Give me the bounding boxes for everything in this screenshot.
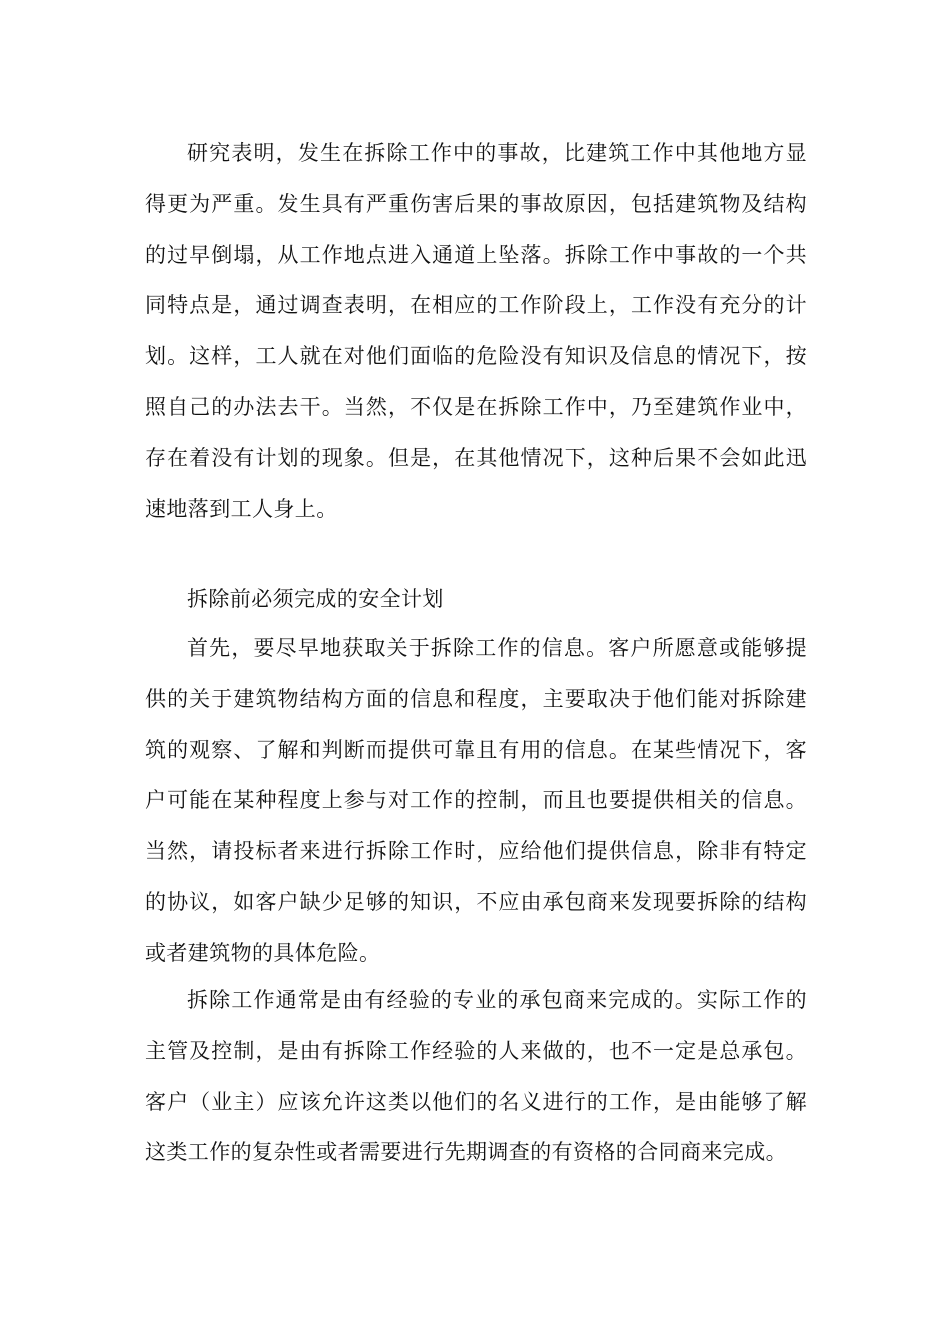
paragraph-information-gathering: 首先，要尽早地获取关于拆除工作的信息。客户所愿意或能够提供的关于建筑物结构方面的信息和程度，主要取决于他们能对拆除建筑的观察、了解和判断而提供可靠且有用的信息。在某些情况下，客户可能在某种程度上参与对工作的控制，而且也要提供相关的信息。当然，请投标者来进行拆除工作时，应给他们提供信息，除非有特定的协议，如客户缺少足够的知识，不应由承包商来发现要拆除的结构或者建筑物的具体危险。: [145, 636, 807, 965]
paragraph-accident-research: 研究表明，发生在拆除工作中的事故，比建筑工作中其他地方显得更为严重。发生具有严重伤害后果的事故原因，包括建筑物及结构的过早倒塌，从工作地点进入通道上坠落。拆除工作中事故的一个共同特点是，通过调查表明，在相应的工作阶段上，工作没有充分的计划。这样，工人就在对他们面临的危险没有知识及信息的情况下，按照自己的办法去干。当然，不仅是在拆除工作中，乃至建筑作业中，存在着没有计划的现象。但是，在其他情况下，这种后果不会如此迅速地落到工人身上。: [145, 141, 807, 521]
section-heading: 拆除前必须完成的安全计划: [187, 587, 444, 611]
paragraph-specialist-contractor: 拆除工作通常是由有经验的专业的承包商来完成的。实际工作的主管及控制，是由有拆除工作经验的人来做的，也不一定是总承包。客户（业主）应该允许这类以他们的名义进行的工作，是由能够了解这类工作的复杂性或者需要进行先期调查的有资格的合同商来完成。: [145, 988, 807, 1165]
